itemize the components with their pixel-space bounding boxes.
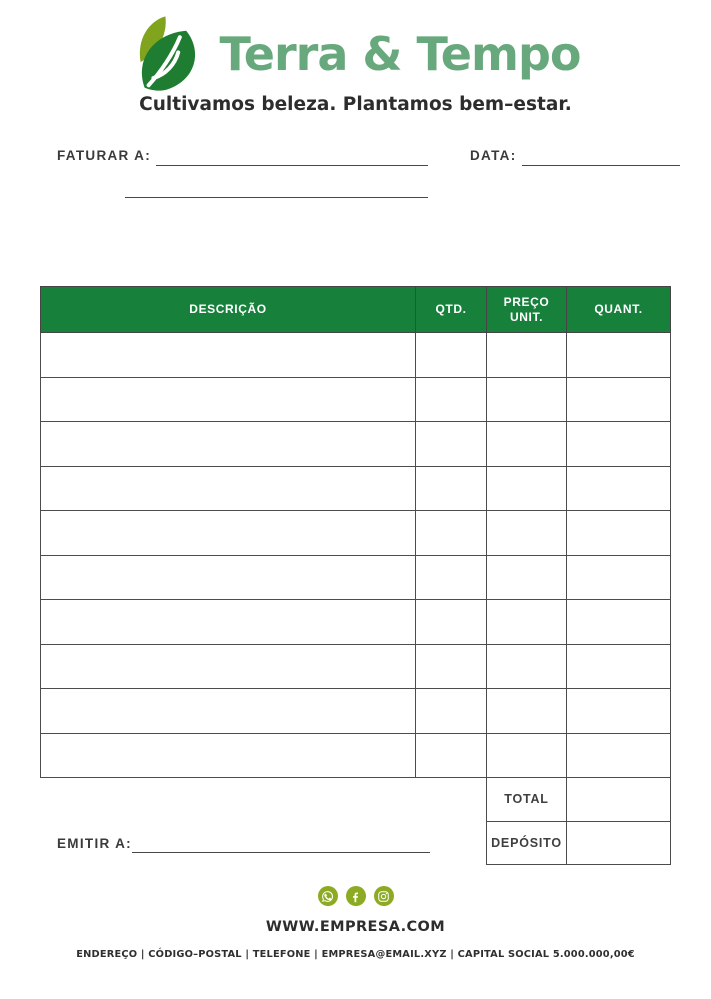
table-row <box>41 555 671 600</box>
total-label: TOTAL <box>487 778 567 822</box>
table-cell[interactable] <box>41 600 416 645</box>
table-cell[interactable] <box>567 333 671 378</box>
whatsapp-icon <box>321 890 334 903</box>
table-row <box>41 733 671 778</box>
date-label: DATA: <box>470 148 517 163</box>
table-cell[interactable] <box>487 600 567 645</box>
whatsapp-link[interactable] <box>318 886 338 906</box>
table-cell[interactable] <box>41 689 416 734</box>
website-link[interactable]: WWW.EMPRESA.COM <box>265 919 446 935</box>
table-cell[interactable] <box>416 555 487 600</box>
table-row <box>41 511 671 556</box>
table-cell[interactable] <box>487 644 567 689</box>
table-cell[interactable] <box>487 689 567 734</box>
deposit-value-cell[interactable] <box>567 821 671 865</box>
table-cell[interactable] <box>487 733 567 778</box>
table-row <box>41 377 671 422</box>
bill-to-label: FATURAR A: <box>57 148 151 163</box>
instagram-link[interactable] <box>374 886 394 906</box>
contact-info-line: ENDEREÇO | CÓDIGO–POSTAL | TELEFONE | EMPRESA@EMAIL.XYZ | CAPITAL SOCIAL 5.000.000,00€ <box>76 949 635 960</box>
table-row <box>41 466 671 511</box>
date-input-line[interactable] <box>522 150 680 166</box>
summary-spacer <box>41 778 487 822</box>
table-cell[interactable] <box>416 333 487 378</box>
table-cell[interactable] <box>487 511 567 556</box>
table-cell[interactable] <box>416 377 487 422</box>
table-cell[interactable] <box>41 422 416 467</box>
table-cell[interactable] <box>567 377 671 422</box>
instagram-icon <box>377 890 390 903</box>
table-cell[interactable] <box>416 733 487 778</box>
table-cell[interactable] <box>41 377 416 422</box>
items-body <box>41 333 671 778</box>
table-cell[interactable] <box>567 422 671 467</box>
brand-header <box>0 14 711 94</box>
deposit-label: DEPÓSITO <box>487 821 567 865</box>
facebook-link[interactable] <box>346 886 366 906</box>
table-cell[interactable] <box>567 600 671 645</box>
table-cell[interactable] <box>416 422 487 467</box>
table-cell[interactable] <box>567 511 671 556</box>
table-cell[interactable] <box>487 422 567 467</box>
table-cell[interactable] <box>416 644 487 689</box>
table-cell[interactable] <box>567 466 671 511</box>
total-value-cell[interactable] <box>567 778 671 822</box>
table-cell[interactable] <box>487 466 567 511</box>
table-cell[interactable] <box>567 733 671 778</box>
column-header-description: DESCRIÇÃO <box>41 287 416 333</box>
table-row <box>41 600 671 645</box>
table-cell[interactable] <box>41 511 416 556</box>
brand-logo-leaf-icon <box>131 14 211 94</box>
column-header-unit-price: PREÇO UNIT. <box>487 287 567 333</box>
table-cell[interactable] <box>41 733 416 778</box>
table-row <box>41 644 671 689</box>
table-cell[interactable] <box>41 333 416 378</box>
table-row <box>41 333 671 378</box>
total-row <box>41 778 671 822</box>
table-cell[interactable] <box>487 333 567 378</box>
brand-tagline: Cultivamos beleza. Plantamos bem–estar. <box>139 94 572 115</box>
items-table-header <box>41 287 671 333</box>
table-cell[interactable] <box>41 555 416 600</box>
column-header-quant: QUANT. <box>567 287 671 333</box>
table-cell[interactable] <box>416 689 487 734</box>
table-cell[interactable] <box>41 466 416 511</box>
table-row <box>41 422 671 467</box>
table-cell[interactable] <box>416 511 487 556</box>
issue-to-input-line[interactable] <box>132 837 430 853</box>
table-cell[interactable] <box>416 600 487 645</box>
table-row <box>41 689 671 734</box>
table-cell[interactable] <box>487 555 567 600</box>
table-cell[interactable] <box>567 689 671 734</box>
issue-to-label: EMITIR A: <box>57 836 132 851</box>
bill-to-input-line1[interactable] <box>156 150 428 166</box>
column-header-qty: QTD. <box>416 287 487 333</box>
brand-name: Terra & Tempo <box>219 27 581 81</box>
table-cell[interactable] <box>567 644 671 689</box>
table-cell[interactable] <box>416 466 487 511</box>
bill-to-input-line2[interactable] <box>125 182 428 198</box>
table-cell[interactable] <box>41 644 416 689</box>
table-cell[interactable] <box>567 555 671 600</box>
items-table <box>40 286 671 865</box>
table-cell[interactable] <box>487 377 567 422</box>
facebook-icon <box>349 890 362 903</box>
social-links <box>0 886 711 906</box>
